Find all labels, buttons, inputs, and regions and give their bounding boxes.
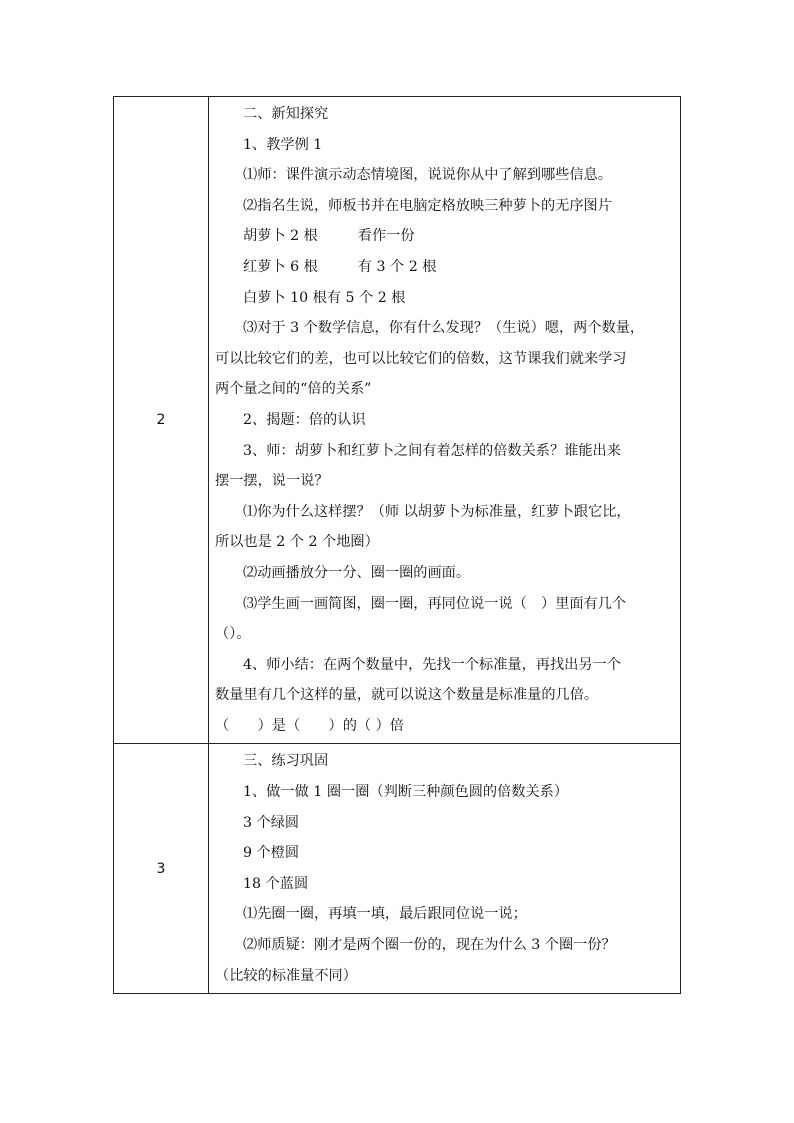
text-line: （）。 xyxy=(215,626,251,643)
text-line: 数量里有几个这样的量，就可以说这个数量是标准量的几倍。 xyxy=(215,687,599,704)
text-line xyxy=(215,221,674,252)
text-line: ⑵动画播放分一分、圈一圈的画面。 xyxy=(243,564,471,581)
text-line: （比较的标准量不同） xyxy=(215,967,357,984)
table-row xyxy=(114,97,681,744)
text-line: ⑵指名生说，师板书并在电脑定格放映三种萝卜的无序图片 xyxy=(243,197,612,214)
text-line: ⑴先圈一圈，再填一填，最后跟同位说一说； xyxy=(243,906,527,923)
text-line: 4、师小结：在两个数量中，先找一个标准量，再找出另一个 xyxy=(243,656,621,673)
text-line: 两个量之间的“倍的关系” xyxy=(215,381,372,398)
text-line: 1、教学例 1 xyxy=(243,136,323,153)
text-line: 2、揭题：倍的认识 xyxy=(243,411,366,428)
carrot-count: 胡萝卜 2 根 xyxy=(243,228,318,245)
text-line: 18 个蓝圆 xyxy=(243,875,309,892)
text-line: 可以比较它们的差，也可以比较它们的倍数，这节课我们就来学习 xyxy=(215,350,627,367)
text-line: 所以也是 2 个 2 个地圈） xyxy=(215,534,379,551)
text-line: ⑵师质疑：刚才是两个圈一份的，现在为什么 3 个圈一份？ xyxy=(243,937,616,954)
step-content-cell xyxy=(209,744,681,994)
red-radish-note: 有 3 个 2 根 xyxy=(357,258,437,275)
lesson-plan-table xyxy=(113,96,681,994)
text-line: 3 个绿圆 xyxy=(243,814,300,831)
text-line: 白萝卜 10 根有 5 个 2 根 xyxy=(243,289,406,306)
section-heading: 三、练习巩固 xyxy=(243,753,329,770)
text-line: 1、做一做 1 圈一圈（判断三种颜色圆的倍数关系） xyxy=(243,784,569,801)
text-line xyxy=(215,252,674,283)
section-heading: 二、新知探究 xyxy=(243,106,329,122)
step-content-cell xyxy=(209,97,681,744)
table-row xyxy=(114,744,681,994)
step-number-cell: 3 xyxy=(114,744,209,994)
text-line: ⑴师：课件演示动态情境图，说说你从中了解到哪些信息。 xyxy=(243,167,612,184)
text-line: 摆一摆，说一说？ xyxy=(215,473,329,490)
carrot-note: 看作一份 xyxy=(357,228,415,245)
text-line: ⑶学生画一画简图，圈一圈，再同位说一说（ ）里面有几个 xyxy=(243,595,627,612)
text-line: 3、师：胡萝卜和红萝卜之间有着怎样的倍数关系？谁能出来 xyxy=(243,442,621,459)
text-line: 9 个橙圆 xyxy=(243,845,300,862)
text-line: ⑴你为什么这样摆？（师 以胡萝卜为标准量，红萝卜跟它比， xyxy=(243,503,631,520)
text-line: （ ）是（ ）的（ ）倍 xyxy=(215,717,404,734)
step-number-cell: 2 xyxy=(114,97,209,744)
text-line: ⑶对于 3 个数学信息，你有什么发现？（生说）嗯，两个数量， xyxy=(243,320,645,337)
red-radish-count: 红萝卜 6 根 xyxy=(243,258,318,275)
